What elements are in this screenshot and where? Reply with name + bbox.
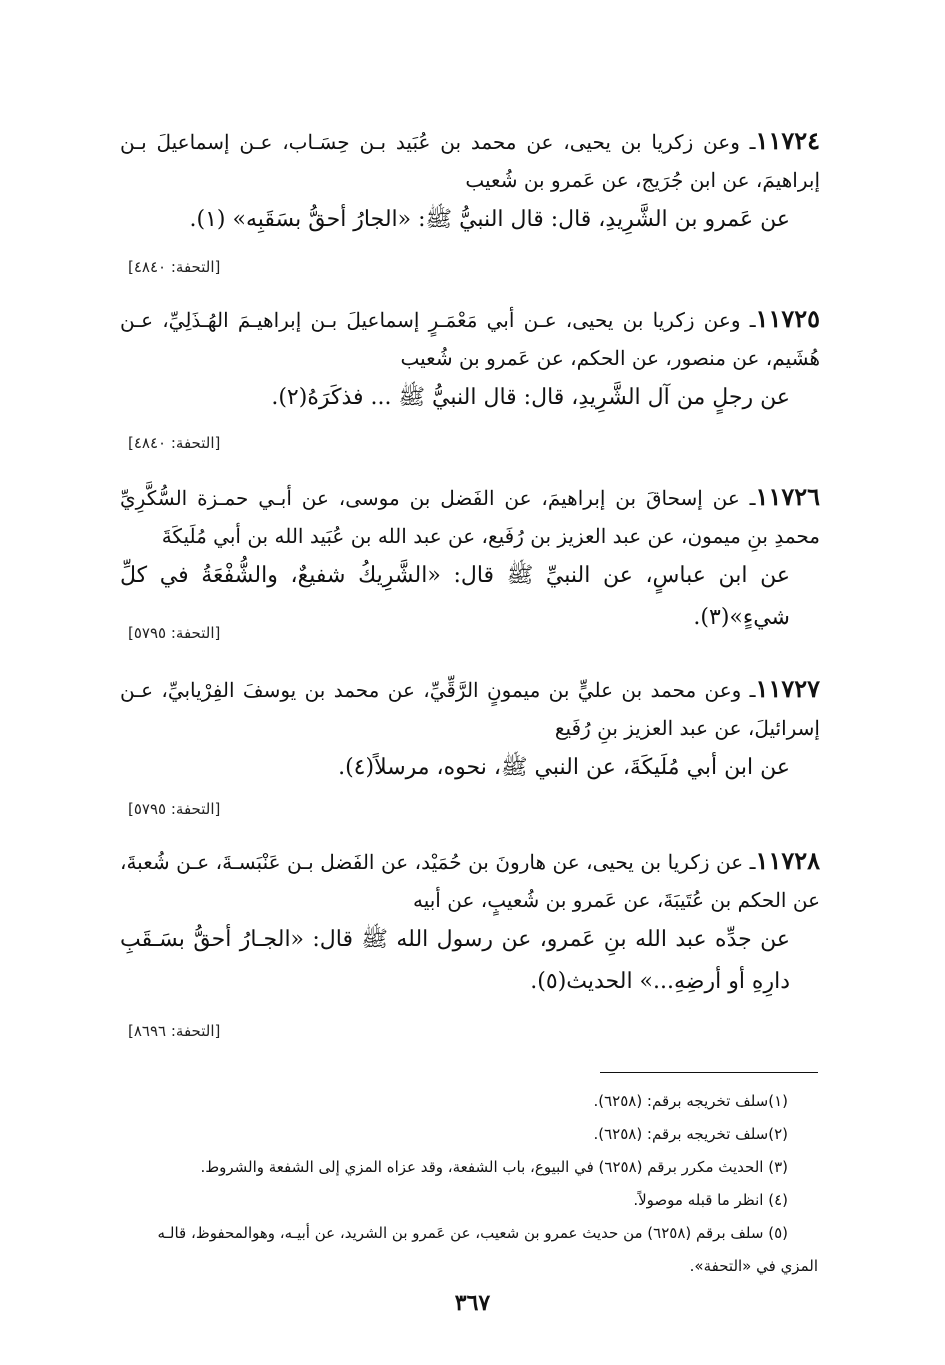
- hadith-number: ١١٧٢٧: [755, 674, 820, 703]
- hadith-matn: عن رجلٍ من آل الشَّرِيدِ، قال: قال النبيُّ ﷺ ... فذكَرَهُ(٢).: [271, 385, 790, 410]
- footnote-4: (٤) انظر ما قبله موصولاً.: [633, 1191, 788, 1209]
- hadith-isnad: [120, 670, 820, 747]
- tuhfa-reference: [التحفة: ٤٨٤٠]: [128, 434, 221, 452]
- hadith-isnad: [120, 478, 820, 555]
- isnad-text: ـ عن زكريا بن يحيى، عن هارونَ بن حُمَيْد، عن الفَضل بـن عَنْبَسـةَ، عـن شُعبةَ، عن الحكم بن عُتَيبَةَ، عن عَمرو بن شُعيبٍ، عن أبيه: [120, 850, 820, 912]
- hadith-11726: [120, 478, 820, 639]
- hadith-matn: عن ابن أبي مُلَيكَةَ، عن النبي ﷺ، نحوه، مرسلاً(٤).: [338, 755, 790, 780]
- hadith-11728: [120, 842, 820, 1003]
- hadith-11727: [120, 670, 820, 789]
- hadith-number: ١١٧٢٥: [755, 304, 820, 333]
- hadith-number: ١١٧٢٤: [755, 126, 820, 155]
- hadith-matn: عن جدِّه عبد الله بنِ عَمرو، عن رسول الله ﷺ قال: «الجـارُ أحقُّ بسَـقَبِ دارِهِ أو أرضِهِ...» الحديث(٥).: [120, 927, 790, 994]
- hadith-matn: عن عَمرو بن الشَّرِيدِ، قال: قال النبيُّ ﷺ: «الجارُ أحقُّ بسَقَبِه» (١).: [189, 207, 790, 232]
- hadith-number: ١١٧٢٦: [755, 482, 820, 511]
- isnad-text: ـ وعن محمد بن عليٍّ بن ميمونٍ الرَّقِّيِّ، عن محمد بن يوسفَ الفِرْيابيِّ، عـن إسرائيلَ، عن عبد العزيز بنِ رُفَيع: [120, 678, 820, 740]
- hadith-isnad: [120, 842, 820, 919]
- footnote-separator: [600, 1072, 818, 1073]
- hadith-isnad: [120, 122, 820, 199]
- footnote-1: (١)سلف تخريجه برقم: (٦٢٥٨).: [593, 1092, 788, 1110]
- footnote-3: (٣) الحديث مكرر برقم (٦٢٥٨) في البيوع، باب الشفعة، وقد عزاه المزي إلى الشفعة والشروط.: [200, 1158, 788, 1176]
- tuhfa-reference: [التحفة: ٤٨٤٠]: [128, 258, 221, 276]
- hadith-11724: [120, 122, 820, 241]
- tuhfa-reference: [التحفة: ٥٧٩٥]: [128, 800, 221, 818]
- hadith-isnad: [120, 300, 820, 377]
- page-number: ٣٦٧: [454, 1290, 491, 1316]
- isnad-text: ـ عن إسحاقَ بن إبراهيمَ، عن الفَضل بن موسى، عن أبـي حمـزة السُّكَّرِيِّ محمدِ بنِ ميمون، عن عبد العزيز بن رُفَيع، عن عبد الله بن عُبَيد الله بن أبي مُلَيكَةَ: [120, 486, 820, 548]
- footnote-2: (٢)سلف تخريجه برقم: (٦٢٥٨).: [593, 1125, 788, 1143]
- isnad-text: ـ وعن زكريا بن يحيى، عن محمد بن عُبَيد بـن حِسَـاب، عـن إسماعيلَ بـن إبراهيمَ، عن ابن جُرَيج، عن عَمرو بن شُعيب: [120, 130, 820, 192]
- footnote-5: (٥) سلف برقم (٦٢٥٨) من حديث عمرو بن شعيب، عن عَمرو بن الشريد، عن أبيـه، وهوالمحفوظ، قالـه: [157, 1224, 788, 1242]
- hadith-matn: عن ابن عباسٍ، عن النبيِّ ﷺ قال: «الشَّرِيكُ شفيعٌ، والشُّفْعَةُ في كلِّ شيءٍ»(٣).: [120, 563, 790, 630]
- isnad-text: ـ وعن زكريا بن يحيى، عـن أبي مَعْمَـرٍ إسماعيلَ بـن إبراهيـمَ الهُـذَلِيِّ، عـن هُشَيم، عن منصور، عن الحكم، عن عَمرو بن شُعيب: [120, 308, 820, 370]
- hadith-11725: [120, 300, 820, 419]
- hadith-number: ١١٧٢٨: [755, 846, 820, 875]
- tuhfa-reference: [التحفة: ٨٦٩٦]: [128, 1022, 221, 1040]
- footnote-5-continuation: المزي في «التحفة».: [689, 1257, 818, 1275]
- tuhfa-reference: [التحفة: ٥٧٩٥]: [128, 624, 221, 642]
- footnotes: [128, 1085, 818, 1283]
